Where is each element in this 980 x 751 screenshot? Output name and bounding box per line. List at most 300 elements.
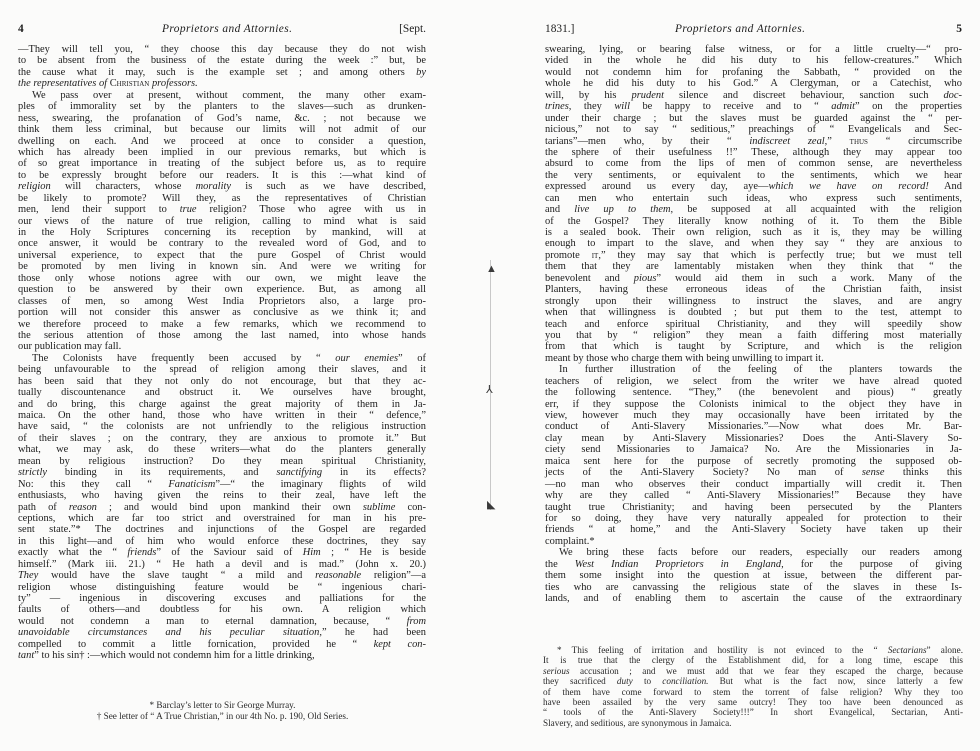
italic-run: serious bbox=[543, 665, 570, 676]
text-run: the cause what it may, such is the example set ; and among others bbox=[18, 66, 417, 78]
text-line bbox=[545, 158, 962, 169]
text-line bbox=[545, 547, 962, 558]
text-run: taught true Christianity; and having been persecuted by the Planters bbox=[545, 501, 962, 513]
text-line bbox=[543, 707, 963, 717]
text-line bbox=[545, 307, 962, 318]
text-run: under their charge ; but the slaves must be guarded against the “ per- bbox=[545, 112, 962, 124]
text-line bbox=[18, 616, 426, 627]
text-run: ” of bbox=[398, 352, 426, 364]
text-line bbox=[543, 687, 963, 697]
text-run: strongly upon their willingness to instruct the slaves, and are angry bbox=[545, 295, 962, 307]
italic-run: our enemies bbox=[335, 352, 399, 364]
body-text bbox=[545, 44, 962, 604]
text-run: whole he did his duty to his God.” A Clergyman, or a Catechist, who bbox=[545, 78, 962, 90]
text-line bbox=[18, 101, 426, 112]
text-run: of the Gospel? They literally know nothing of it. To them the Bible bbox=[545, 215, 962, 227]
italic-run: They bbox=[18, 570, 39, 582]
text-run: faults of others—and doubtless for his own. A religion which bbox=[18, 604, 426, 616]
text-run: in this light—and of him who would enforce these doctrines, they say bbox=[18, 535, 426, 547]
text-run: Slavery, and seditious, are synonymous in Jamaica. bbox=[543, 717, 732, 728]
text-run: would not condemn a man to eternal damnation, because, “ bbox=[18, 615, 407, 627]
text-run: benevolent and bbox=[545, 272, 634, 284]
text-run: we therefore proceed to make a few remarks, which we recommend to bbox=[18, 318, 426, 330]
text-line bbox=[18, 307, 426, 318]
text-run: the very sentiments, or equivalent to the sentiments, which we hear bbox=[545, 169, 962, 181]
text-line bbox=[545, 44, 962, 55]
text-run: from that which is taught by Scripture, and which is the religion bbox=[545, 341, 962, 353]
text-line bbox=[18, 456, 426, 467]
text-line bbox=[545, 456, 962, 467]
text-line bbox=[545, 513, 962, 524]
text-line bbox=[18, 559, 426, 570]
text-run: once answer, it would be contrary to the revealed word of God, and to bbox=[18, 238, 426, 250]
text-run: jects of the Anti-Slavery Society? No man of bbox=[545, 467, 862, 479]
text-line bbox=[18, 341, 426, 352]
text-line bbox=[545, 101, 962, 112]
text-run: The Colonists have frequently been accused by “ bbox=[32, 352, 336, 364]
text-run: think them less criminal, but because our limits will not admit of our bbox=[18, 124, 426, 136]
italic-run: friends bbox=[127, 547, 157, 559]
text-run: ,” they may say that which is perfectly true; but we must tell bbox=[598, 249, 962, 261]
text-line bbox=[18, 593, 426, 604]
text-line bbox=[545, 296, 962, 307]
text-line bbox=[18, 113, 426, 124]
text-line bbox=[545, 433, 962, 444]
text-run: lands, and of enabling them to ascertain the cause of the extraordinary bbox=[545, 593, 962, 604]
text-line bbox=[18, 330, 426, 341]
text-run: have said, “ the colonists are not unfriendly to the religious instruction bbox=[18, 421, 426, 433]
text-run: absurd to come from the lips of men of common sense, are nevertheless bbox=[545, 158, 962, 170]
text-run: of them have come forward to stem the torrent of false religion? Why they too bbox=[543, 686, 963, 697]
text-run: We bring these facts before our readers, especially our readers among bbox=[559, 547, 962, 559]
small-caps-run: Christian bbox=[109, 78, 150, 90]
text-run: religion whose distinguishing feature would be “ ingenious chari- bbox=[18, 581, 426, 593]
text-run: will characters, whose bbox=[50, 181, 196, 193]
text-run: ciety send Missionaries to Jamaica? No. Are the Missionaries in Ja- bbox=[545, 444, 962, 456]
text-run: No: this they call “ bbox=[18, 478, 169, 490]
text-run: in the Holy Scriptures concerning its reception by mankind, will at bbox=[18, 227, 426, 238]
text-run: ples of immorality set by the planters to the slaves—such as drunken- bbox=[18, 101, 426, 113]
text-line bbox=[545, 227, 962, 238]
text-line bbox=[18, 181, 426, 192]
text-run: ” bbox=[827, 135, 850, 147]
text-line bbox=[545, 364, 962, 375]
text-line bbox=[18, 136, 426, 147]
text-run: our publication may fall. bbox=[18, 341, 122, 353]
text-run: be supposed at all acquainted with the religion bbox=[673, 204, 962, 216]
text-line bbox=[18, 273, 426, 284]
text-line bbox=[18, 376, 426, 387]
text-line bbox=[545, 319, 962, 330]
text-line bbox=[18, 250, 426, 261]
right-page bbox=[490, 0, 980, 751]
text-run: of so great importance in treating of the subject before us, as to require bbox=[18, 158, 426, 170]
italic-run: Fanaticism bbox=[168, 478, 216, 490]
text-run: to bbox=[632, 676, 663, 687]
text-line bbox=[545, 250, 962, 261]
text-line bbox=[545, 273, 962, 284]
text-run: question to be answered by their own experience. But, as among all bbox=[18, 284, 426, 296]
text-line bbox=[545, 238, 962, 249]
text-line bbox=[18, 124, 426, 135]
italic-run: professors. bbox=[149, 78, 198, 90]
page-number: 5 bbox=[956, 23, 962, 35]
italic-run: trines, bbox=[545, 101, 572, 113]
text-line bbox=[545, 467, 962, 478]
text-line bbox=[18, 55, 426, 66]
text-run: would not condemn him for profaning the Sabbath, “ provided on the bbox=[545, 66, 962, 78]
text-run: nicious,” not to say “ seditious,” preachings of “ Evangelicals and Sec- bbox=[545, 124, 962, 136]
text-line bbox=[545, 284, 962, 295]
text-run: friends “ at home,” and the Anti-Slavery Society have taken up their bbox=[545, 524, 962, 536]
text-line bbox=[18, 170, 426, 181]
text-run: and do bring, this charge against the great majority of them in Ja- bbox=[18, 398, 426, 410]
text-line bbox=[18, 421, 426, 432]
running-head bbox=[18, 22, 426, 36]
italic-run: reason bbox=[68, 501, 97, 513]
text-line bbox=[543, 655, 963, 665]
running-title: Proprietors and Attornies. bbox=[675, 23, 806, 35]
text-line bbox=[18, 238, 426, 249]
text-run: be happy to receive and to “ bbox=[629, 101, 832, 113]
text-run: ” he had been bbox=[321, 627, 426, 639]
text-line bbox=[18, 67, 426, 78]
text-line bbox=[545, 78, 962, 89]
text-run: vided in the whole he did his duty to his fellow-creatures.” Which bbox=[545, 55, 962, 67]
italic-run: by bbox=[416, 66, 426, 78]
text-line bbox=[18, 353, 426, 364]
binding-mark: ▲ bbox=[486, 263, 497, 275]
text-line bbox=[18, 78, 426, 89]
text-run: ty” — ingenious in discovering excuses and palliations for the bbox=[18, 593, 426, 604]
text-run: they bbox=[571, 101, 615, 113]
text-line bbox=[18, 364, 426, 375]
text-line bbox=[18, 627, 426, 638]
body-text bbox=[18, 44, 426, 662]
text-run: sent state.”* The doctrines and injunctions of the Gospel are regarded bbox=[18, 524, 426, 536]
italic-run: conciliation. bbox=[662, 676, 709, 687]
italic-run: will bbox=[614, 101, 630, 113]
text-line bbox=[545, 193, 962, 204]
italic-run: Sectarians bbox=[887, 645, 927, 655]
text-run: ties who are canvassing the religious state of the slaves in these Is- bbox=[545, 581, 962, 593]
running-title: Proprietors and Attornies. bbox=[162, 23, 293, 35]
text-line bbox=[18, 467, 426, 478]
text-line bbox=[18, 399, 426, 410]
text-run: err, if they suppose the Colonists inimical to the object they have in bbox=[545, 398, 962, 410]
text-run: be promoted by men living in known sin. And were we writing for bbox=[18, 261, 426, 273]
text-line bbox=[543, 676, 963, 686]
date-mark: [Sept. bbox=[399, 23, 426, 35]
text-line bbox=[545, 147, 962, 158]
text-line bbox=[543, 645, 963, 655]
text-line bbox=[545, 216, 962, 227]
text-run: And bbox=[928, 181, 962, 193]
text-run: ” would aid them in such a work. Many of the bbox=[656, 272, 962, 284]
text-line bbox=[18, 502, 426, 513]
small-caps-run: it bbox=[591, 249, 599, 261]
text-run: Planters, having these erroneous ideas of the Christian faith, insist bbox=[545, 284, 962, 296]
italic-run: sublime bbox=[362, 501, 396, 513]
text-line bbox=[545, 582, 962, 593]
text-run: maica sent here for the purpose of secretly promoting the supposed ob- bbox=[545, 455, 962, 467]
text-run: “ circumscribe bbox=[867, 135, 962, 147]
text-run: ness, swearing, the profanation of God’s name, &c. ; not because we bbox=[18, 112, 426, 124]
text-run: which has already been implied in our previous remarks, but which is bbox=[18, 146, 426, 158]
footnote: † See letter of “ A True Christian,” in our 4th No. p. 190, Old Series. bbox=[96, 711, 349, 721]
text-line bbox=[545, 410, 962, 421]
italic-run: sense bbox=[861, 467, 885, 479]
text-run: promote bbox=[545, 249, 592, 261]
text-run: exactly what the “ bbox=[18, 547, 128, 559]
text-line bbox=[18, 261, 426, 272]
text-line bbox=[18, 319, 426, 330]
text-line bbox=[18, 296, 426, 307]
text-line bbox=[18, 604, 426, 615]
text-run: teach and enforce spiritual Christianity, and they will speedily show bbox=[545, 318, 962, 330]
text-run: complaint.* bbox=[545, 535, 595, 547]
text-run: be likely to promote? Will they, as the representatives of Christian bbox=[18, 192, 426, 204]
text-run: universal experience, to expect that the pure Gospel of Christ would bbox=[18, 249, 426, 261]
text-line bbox=[545, 204, 962, 215]
text-run: In further illustration of the feeling of the planters towards the bbox=[559, 364, 962, 376]
text-line bbox=[543, 666, 963, 676]
text-line bbox=[18, 490, 426, 501]
footnotes bbox=[50, 700, 395, 722]
text-run: But what is the fact now, since latterly a few bbox=[708, 676, 963, 687]
text-line bbox=[545, 261, 962, 272]
text-run: enthusiasts, who having given the reins to their zeal, have left the bbox=[18, 490, 426, 502]
text-line bbox=[545, 181, 962, 192]
text-run: binding in its requirements, and bbox=[47, 467, 277, 479]
text-run: of their slaves ; on the contrary, they are anxious to promote it.” But bbox=[18, 432, 426, 444]
text-line bbox=[18, 158, 426, 169]
italic-run: prudent bbox=[631, 89, 664, 101]
binding-mark: ⅄ bbox=[486, 384, 493, 396]
italic-run: kept con- bbox=[373, 638, 426, 650]
text-line bbox=[545, 136, 962, 147]
text-line bbox=[545, 90, 962, 101]
text-run: ” of the Saviour said of bbox=[156, 547, 303, 559]
text-run: swearing, lying, or bearing false witness, or for a little cruelty—“ pro- bbox=[545, 44, 962, 55]
text-run: have been assailed by the very same outcry! They too have been denounced as bbox=[543, 696, 963, 707]
text-run: * This feeling of irritation and hostility is not evinced to the “ bbox=[557, 645, 888, 655]
text-line bbox=[18, 513, 426, 524]
text-run: teachers of religion, we select from the writer we have alread quoted bbox=[545, 375, 962, 387]
text-run: men, lend their support to bbox=[18, 204, 180, 216]
italic-run: Him bbox=[302, 547, 321, 559]
text-line bbox=[18, 227, 426, 238]
text-line bbox=[545, 559, 962, 570]
text-run: dwelling on each. And we proceed at once to consider a question, bbox=[18, 135, 426, 147]
text-run: them that they are lamentably mistaken when they think that “ the bbox=[545, 261, 962, 273]
text-run: himself.” (Mark iii. 21.) “ He hath a devil and is mad.” (John x. 20.) bbox=[18, 558, 426, 570]
italic-run: strictly bbox=[18, 467, 47, 479]
text-line bbox=[545, 124, 962, 135]
text-run: thinks this bbox=[884, 467, 962, 479]
text-run: accusation ; and we must add that we fear they escaped the charge, because bbox=[569, 665, 963, 676]
text-line bbox=[18, 639, 426, 650]
text-line bbox=[18, 193, 426, 204]
text-line bbox=[18, 410, 426, 421]
text-line bbox=[18, 444, 426, 455]
text-run: ” on the properties bbox=[855, 101, 962, 113]
text-line bbox=[545, 113, 962, 124]
text-line bbox=[543, 697, 963, 707]
text-line bbox=[18, 524, 426, 535]
text-run: can men who entertain such ideas, who express such sentiments, bbox=[545, 192, 962, 204]
text-run: ; and would bind upon mankind their own bbox=[96, 501, 363, 513]
text-run: for the purpose of giving bbox=[783, 558, 962, 570]
text-run: ” alone. bbox=[926, 645, 963, 655]
text-run: to be expressly brought before our readers. It is this :—what kind of bbox=[18, 169, 426, 181]
text-run: expressed around us every day, aye— bbox=[545, 181, 769, 193]
text-run: to be absent from the business of the estate during the week :” but, be bbox=[18, 55, 426, 67]
text-run: silence and discreet behaviour, sanction such bbox=[664, 89, 944, 101]
text-run: ” to his sin† :—which would not condemn him for a little drinking, bbox=[34, 650, 315, 662]
italic-run: doc- bbox=[943, 89, 962, 101]
text-line bbox=[18, 433, 426, 444]
text-line bbox=[545, 387, 962, 398]
text-run: We pass over at present, without comment, the many other exam- bbox=[32, 89, 426, 101]
italic-run: live up to them, bbox=[574, 204, 674, 216]
footnotes bbox=[543, 645, 963, 728]
text-run: and bbox=[545, 204, 575, 216]
small-caps-run: thus bbox=[849, 135, 868, 147]
text-line bbox=[545, 570, 962, 581]
text-line bbox=[545, 55, 962, 66]
text-run: will, by his bbox=[545, 89, 632, 101]
italic-run: true bbox=[179, 204, 197, 216]
text-line bbox=[545, 421, 962, 432]
text-line bbox=[18, 216, 426, 227]
text-line bbox=[545, 170, 962, 181]
text-line bbox=[18, 204, 426, 215]
text-run: ceptions, which are far too strict and overstrained for man in his pre- bbox=[18, 512, 426, 524]
text-run: mean by religious instruction? Do they mean spiritual Christianity, bbox=[18, 455, 426, 467]
text-line bbox=[18, 570, 426, 581]
text-line bbox=[545, 444, 962, 455]
text-run: conduct of Anti-Slavery Missionaries.”—Now what does Mr. Bar- bbox=[545, 421, 962, 433]
page-number: 4 bbox=[18, 23, 24, 35]
text-run: the sphere of their usefulness !!” These, although they may appear too bbox=[545, 146, 962, 158]
italic-run: from bbox=[406, 615, 426, 627]
text-line bbox=[18, 536, 426, 547]
text-line bbox=[18, 284, 426, 295]
text-line bbox=[18, 90, 426, 101]
text-line bbox=[545, 593, 962, 604]
text-run: tually discountenance and obstruct it. We ourselves have brought, bbox=[18, 387, 426, 399]
text-line bbox=[545, 341, 962, 352]
text-run: con- bbox=[395, 501, 427, 513]
text-run: maica. On the other hand, those who have written in their “ defence,” bbox=[18, 410, 426, 421]
italic-run: the representatives of bbox=[18, 78, 110, 90]
text-run: being unfavourable to the spread of religion among their slaves, and it bbox=[18, 364, 426, 376]
text-run: tarians”—men who, by their “ bbox=[545, 135, 750, 147]
text-line bbox=[18, 387, 426, 398]
text-run: —no man who observes their conduct impartially will credit it. Then bbox=[545, 478, 962, 490]
italic-run: sanctifying bbox=[276, 467, 323, 479]
text-line bbox=[545, 502, 962, 513]
text-line bbox=[18, 582, 426, 593]
text-run: them some insight into the question at issue, between the different par- bbox=[545, 570, 962, 582]
text-run: portion will not consider this answer as conclusive as we think it; and bbox=[18, 307, 426, 319]
text-run: has been said that they not only do not encourage, but that they ac- bbox=[18, 375, 426, 387]
text-run: is such as we have described, bbox=[231, 181, 427, 193]
italic-run: which we have on record! bbox=[768, 181, 929, 193]
italic-run: reasonable bbox=[315, 570, 362, 582]
text-run: compelled to commit a little fornication, provided he “ bbox=[18, 638, 374, 650]
text-run: religion? Those who agree with us in bbox=[196, 204, 426, 216]
text-line bbox=[545, 524, 962, 535]
text-run: “ tools of the Anti-Slavery Society!!!” In short Evangelical, Sectarian, Anti- bbox=[543, 707, 963, 718]
text-run: —They will tell you, “ they choose this day because they do not wish bbox=[18, 44, 426, 55]
text-line bbox=[18, 479, 426, 490]
text-line bbox=[545, 67, 962, 78]
text-line bbox=[545, 490, 962, 501]
text-run: path of bbox=[18, 501, 69, 513]
running-head bbox=[545, 22, 962, 36]
text-line bbox=[18, 44, 426, 55]
text-run: the serious attention of those among the last named, into whose hands bbox=[18, 329, 426, 341]
italic-run: tant bbox=[18, 650, 35, 662]
text-line bbox=[18, 147, 426, 158]
text-run: they sacrificed bbox=[543, 676, 617, 687]
text-run: It is true that the clergy of the Establishment did, for a long time, escape this bbox=[543, 655, 963, 666]
date-mark: 1831.] bbox=[545, 23, 575, 35]
text-run: you that by “ religion” they mean a faith differing most materially bbox=[545, 329, 962, 341]
italic-run: duty bbox=[616, 676, 633, 687]
text-run: our views of the nature of true religion, calling to mind what is said bbox=[18, 215, 426, 227]
text-run: for so doing, they have very naturally appealed for protection to their bbox=[545, 512, 962, 524]
footnote: * Barclay’s letter to Sir George Murray. bbox=[149, 700, 296, 710]
text-run: would have the slave taught “ a mild and bbox=[38, 570, 316, 582]
text-run: is a sealed book. Their own religion, such as it is, they may be willing bbox=[545, 227, 962, 238]
text-run: classes of men, so among West India Proprietors also, a large pro- bbox=[18, 295, 426, 307]
text-line bbox=[545, 399, 962, 410]
text-run: religion”—a bbox=[361, 570, 427, 582]
text-run: clay mean by Anti-Slavery Missionaries? Does the Anti-Slavery So- bbox=[545, 432, 962, 444]
text-run: ; “ He is beside bbox=[320, 547, 426, 559]
italic-run: pious bbox=[633, 272, 657, 284]
italic-run: unavoidable circumstances and his peculiar situation, bbox=[18, 627, 322, 639]
text-line bbox=[18, 547, 426, 558]
text-line bbox=[545, 376, 962, 387]
text-line bbox=[18, 650, 426, 661]
italic-run: morality bbox=[195, 181, 232, 193]
text-run: ”—“ the imaginary flights of wild bbox=[215, 478, 426, 490]
text-line bbox=[545, 330, 962, 341]
text-run: the following sentence. “They,” (the benevolent and pious) “ greatly bbox=[545, 387, 962, 399]
text-line bbox=[545, 479, 962, 490]
text-run: in its effects? bbox=[322, 467, 426, 479]
text-line bbox=[545, 353, 962, 364]
text-line bbox=[545, 536, 962, 547]
italic-run: religion bbox=[18, 181, 51, 193]
binding-mark: ◣ bbox=[487, 499, 496, 511]
text-run: meant by those who charge them with being unwilling to impart it. bbox=[545, 352, 824, 364]
text-run: the bbox=[545, 558, 575, 570]
text-run: those only whose notions agree with our own, we might leave the bbox=[18, 272, 426, 284]
text-run: view, however much they may occasionally have been irritated by the bbox=[545, 410, 962, 421]
italic-run: admit bbox=[831, 101, 855, 113]
text-run: what, we may ask, do these writers—what do the planters generally bbox=[18, 444, 426, 456]
text-run: enough to impart to the slave, and when they say “ they are anxious to bbox=[545, 238, 962, 250]
italic-run: West Indian Proprietors in England, bbox=[574, 558, 784, 570]
italic-run: indiscreet zeal, bbox=[749, 135, 828, 147]
text-run: when that willingness is doubted ; but put them to the test, attempt to bbox=[545, 307, 962, 319]
text-line bbox=[543, 718, 963, 728]
